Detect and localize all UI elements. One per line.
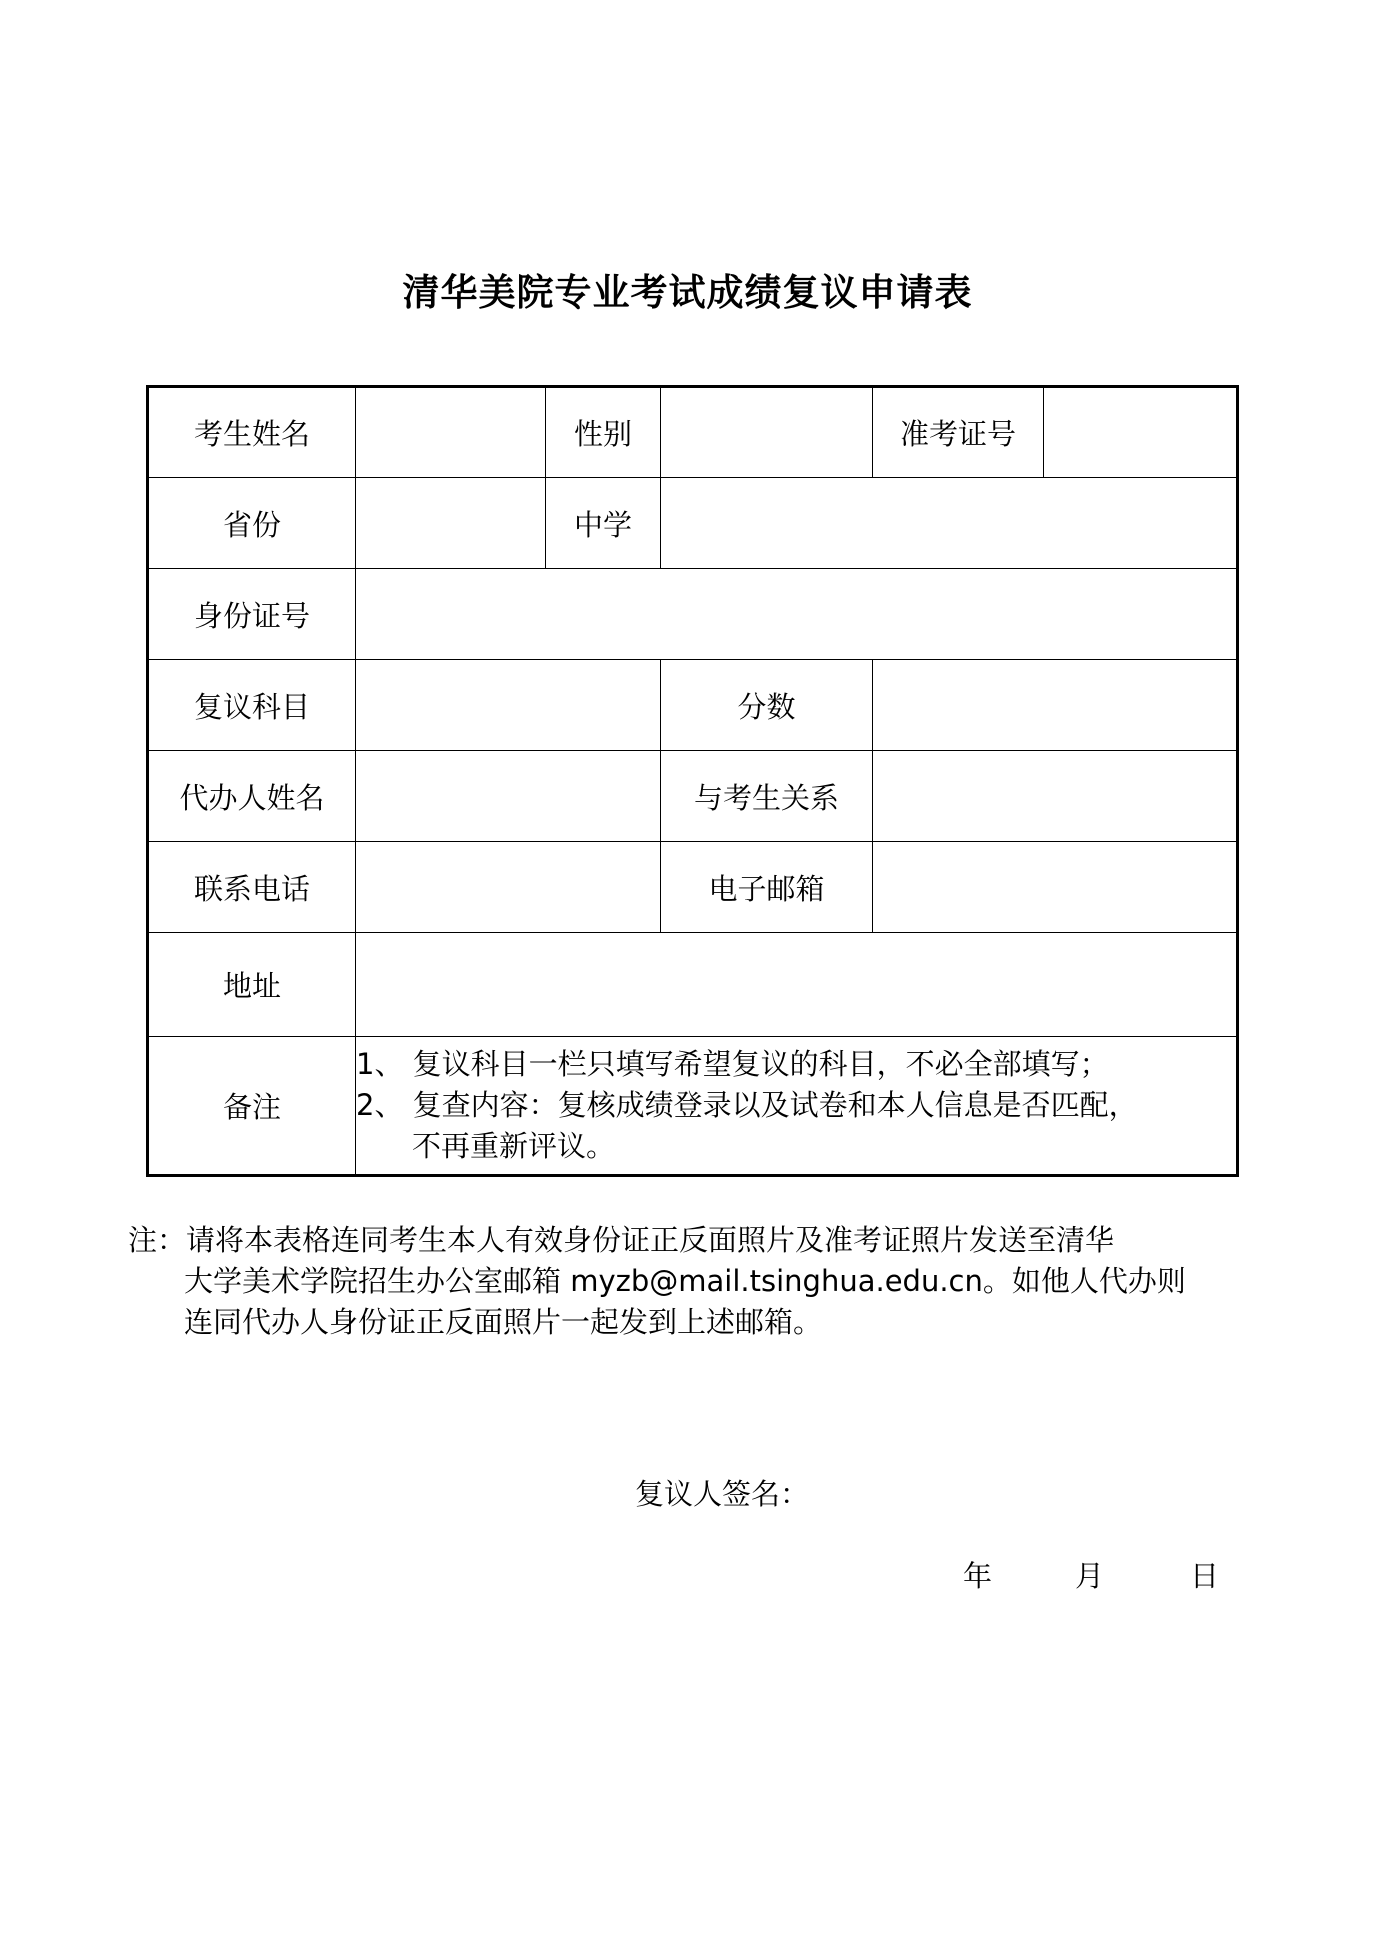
id-number-label: 身份证号: [148, 569, 356, 660]
date-month-label: 月: [1075, 1559, 1105, 1593]
phone-field[interactable]: [356, 842, 661, 933]
subject-field[interactable]: [356, 660, 661, 751]
school-field[interactable]: [661, 478, 1238, 569]
relation-field[interactable]: [873, 751, 1238, 842]
date-day-label: 日: [1190, 1559, 1220, 1593]
form-row-id: [148, 569, 1238, 660]
school-label: 中学: [546, 478, 661, 569]
gender-field[interactable]: [661, 387, 873, 478]
form-row-agent: [148, 751, 1238, 842]
score-field[interactable]: [873, 660, 1238, 751]
note-line-3: 连同代办人身份证正反面照片一起发到上述邮箱。: [184, 1305, 823, 1339]
application-form-table: [146, 385, 1239, 1177]
form-row-address: [148, 933, 1238, 1037]
remark-item-1: 1、 复议科目一栏只填写希望复议的科目，不必全部填写；: [356, 1047, 1109, 1081]
form-row-contact: [148, 842, 1238, 933]
note-line-2: 大学美术学院招生办公室邮箱 myzb@mail.tsinghua.edu.cn。如他人代办则: [184, 1264, 1186, 1298]
phone-label: 联系电话: [148, 842, 356, 933]
remark-item-2: 2、 复查内容：复核成绩登录以及试卷和本人信息是否匹配，: [356, 1088, 1138, 1122]
form-row-remarks: [148, 1037, 1238, 1176]
remarks-content: [356, 1037, 1238, 1176]
submission-note: [128, 1220, 1248, 1343]
ticket-number-field[interactable]: [1044, 387, 1238, 478]
name-field[interactable]: [356, 387, 546, 478]
address-label: 地址: [148, 933, 356, 1037]
address-field[interactable]: [356, 933, 1238, 1037]
score-label: 分数: [661, 660, 873, 751]
email-label: 电子邮箱: [661, 842, 873, 933]
province-field[interactable]: [356, 478, 546, 569]
agent-name-field[interactable]: [356, 751, 661, 842]
date-year-label: 年: [963, 1559, 993, 1593]
signature-label: 复议人签名：: [635, 1477, 810, 1511]
id-number-field[interactable]: [356, 569, 1238, 660]
note-line-1: 注：请将本表格连同考生本人有效身份证正反面照片及准考证照片发送至清华: [128, 1223, 1115, 1257]
agent-name-label: 代办人姓名: [148, 751, 356, 842]
province-label: 省份: [148, 478, 356, 569]
gender-label: 性别: [546, 387, 661, 478]
form-row-province: [148, 478, 1238, 569]
name-label: 考生姓名: [148, 387, 356, 478]
form-row-subject: [148, 660, 1238, 751]
subject-label: 复议科目: [148, 660, 356, 751]
form-row-name: [148, 387, 1238, 478]
relation-label: 与考生关系: [661, 751, 873, 842]
remark-item-2-continued: 不再重新评议。: [412, 1129, 616, 1163]
email-field[interactable]: [873, 842, 1238, 933]
page-title: 清华美院专业考试成绩复议申请表: [402, 270, 973, 314]
remarks-label: 备注: [148, 1037, 356, 1176]
ticket-number-label: 准考证号: [873, 387, 1044, 478]
